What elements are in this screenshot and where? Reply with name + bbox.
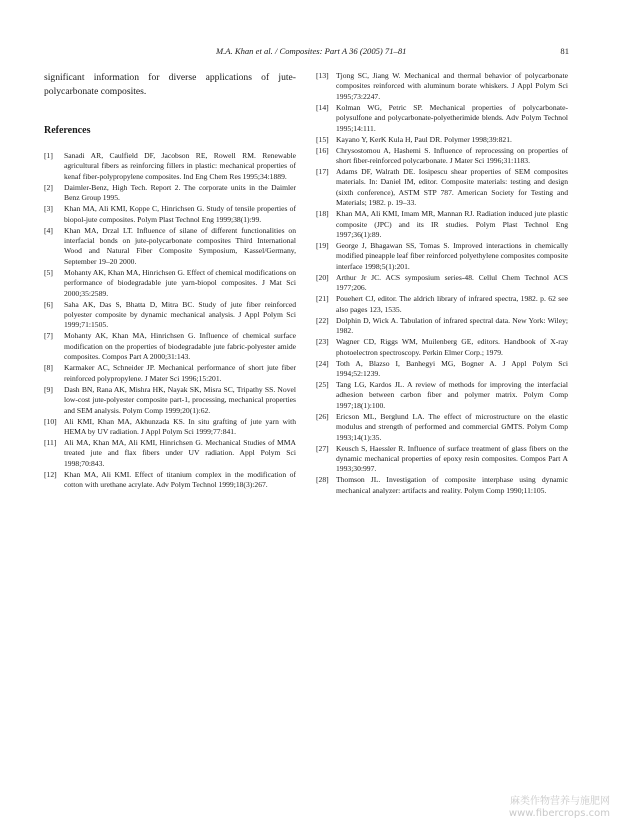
reference-text: Arthur Jr JC. ACS symposium series-48. Cellul Chem Technol ACS 1977;206. xyxy=(336,272,568,293)
reference-text: Daimler-Benz, High Tech. Report 2. The corporate units in the Daimler Benz Group 1995. xyxy=(64,182,296,203)
reference-number: [18] xyxy=(316,209,329,219)
running-title: M.A. Khan et al. / Composites: Part A 36 (2005) 71–81 xyxy=(216,46,407,56)
reference-number: [27] xyxy=(316,443,329,453)
reference-item xyxy=(44,385,296,416)
reference-number: [26] xyxy=(316,411,329,421)
intro-paragraph: significant information for diverse applications of jute-polycarbonate composites. xyxy=(44,72,296,97)
reference-number: [15] xyxy=(316,134,329,144)
reference-item xyxy=(44,151,296,182)
reference-item xyxy=(316,337,568,358)
reference-item xyxy=(44,226,296,268)
reference-number: [5] xyxy=(44,267,53,277)
reference-text: Tang LG, Kardos JL. A review of methods for improving the interfacial adhesion between carbon fiber and polymer matrix. Polym Comp 1997;18(1):100. xyxy=(336,379,568,410)
references-heading: References xyxy=(44,125,91,136)
reference-item xyxy=(316,294,568,315)
reference-text: Mohanty AK, Khan MA, Hinrichsen G. Influence of chemical surface modification on the properties of biodegradable jute fabric-polyester amide composites. Compos Part A 2000;31:143. xyxy=(64,331,296,362)
reference-text: Keusch S, Haessler R. Influence of surface treatment of glass fibers on the dynamic mechanical properties of epoxy resin composites. Compos Part A 1993;30:997. xyxy=(336,443,568,474)
reference-item xyxy=(316,273,568,294)
reference-item xyxy=(316,71,568,102)
reference-text: Khan MA, Ali KMI. Effect of titanium complex in the modification of cotton with urethane acrylate. Adv Polym Technol 1999;18(3):267. xyxy=(64,469,296,490)
reference-text: Sanadi AR, Caulfield DF, Jacobson RE, Rowell RM. Renewable agricultural fibers as reinforcing fillers in plastic: mechanical properties of kenaf fiber-polypropylene composites. Ind Eng Chem Res 1995;34:1889. xyxy=(64,151,296,181)
reference-item xyxy=(44,268,296,299)
reference-text: Karmaker AC, Schneider JP. Mechanical performance of short jute fiber reinforced polypropylene. J Mater Sci 1996;15:201. xyxy=(64,363,296,383)
page-number: 81 xyxy=(560,46,569,56)
reference-number: [8] xyxy=(44,363,53,373)
reference-number: [13] xyxy=(316,71,329,80)
reference-number: [7] xyxy=(44,331,53,341)
reference-text: Toth A, Blazso I, Banhegyi MG, Bogner A. J Appl Polym Sci 1994;52:1239. xyxy=(336,358,568,378)
reference-text: Mohanty AK, Khan MA, Hinrichsen G. Effect of chemical modifications on performance of biodegradable jute yarn-biopol composites. J Mat Sci 2000;35:2589. xyxy=(64,267,296,298)
reference-number: [12] xyxy=(44,469,57,479)
reference-number: [2] xyxy=(44,182,53,192)
reference-text: Ericson ML, Berglund LA. The effect of microstructure on the elastic modulus and strength of performed and commercial GMTS. Polym Comp 1993;14(1):35. xyxy=(336,411,568,442)
reference-item xyxy=(44,417,296,438)
reference-text: Tjong SC, Jiang W. Mechanical and thermal behavior of polycarbonate composites reinforced with aluminum borate whiskers. J Appl Polym Sci 1995;73:2247. xyxy=(336,71,568,101)
reference-number: [9] xyxy=(44,384,53,394)
reference-text: Wagner CD, Riggs WM, Muilenberg GE, editors. Handbook of X-ray photoelectron spectroscopy. Perkin Elmer Corp.; 1979. xyxy=(336,337,568,357)
reference-text: Dash BN, Rana AK, Mishra HK, Nayak SK, Misra SC, Tripathy SS. Novel low-cost jute-polyester composite part-1, processing, mechanical properties and SEM analysis. Polym Comp 1999;20(1):62. xyxy=(64,384,296,415)
watermark-url: www.fibercrops.com xyxy=(508,808,610,819)
reference-item xyxy=(44,438,296,469)
reference-text: Ali MA, Khan MA, Ali KMI, Hinrichsen G. Mechanical Studies of MMA treated jute and flax fibers under UV radiation. Appl Polym Sci 1998;70:843. xyxy=(64,437,296,468)
reference-number: [16] xyxy=(316,145,329,155)
reference-number: [14] xyxy=(316,102,329,112)
reference-item xyxy=(44,183,296,204)
reference-item xyxy=(44,363,296,384)
reference-text: George J, Bhagawan SS, Tomas S. Improved interactions in chemically modified pineapple leaf fiber reinforced polyethylene composites composite interface 1998;5(1):201. xyxy=(336,241,568,271)
reference-number: [3] xyxy=(44,204,53,214)
right-column xyxy=(316,71,568,497)
reference-item xyxy=(44,300,296,331)
reference-text: Ali KMI, Khan MA, Akhunzada KS. In situ grafting of jute yarn with HEMA by UV radiation. J Appl Polym Sci 1999;77:841. xyxy=(64,416,296,436)
reference-text: Saha AK, Das S, Bhatta D, Mitra BC. Study of jute fiber reinforced polyester composite by dynamic mechanical analysis. J Appl Polym Sci 1999;71:1505. xyxy=(64,299,296,330)
running-head xyxy=(0,46,620,60)
reference-item xyxy=(316,412,568,443)
left-column xyxy=(44,71,296,491)
reference-number: [28] xyxy=(316,475,329,485)
reference-number: [17] xyxy=(316,167,329,177)
reference-number: [20] xyxy=(316,272,329,282)
reference-item xyxy=(316,209,568,240)
reference-list-left xyxy=(44,151,296,491)
reference-number: [21] xyxy=(316,294,329,304)
reference-number: [10] xyxy=(44,416,57,426)
reference-item xyxy=(316,146,568,167)
reference-text: Khan MA, Ali KMI, Koppe C, Hinrichsen G. Study of tensile properties of biopol-jute composites. Polym Plast Technol Eng 1999;38(1):99. xyxy=(64,204,296,224)
reference-number: [1] xyxy=(44,151,53,160)
reference-item xyxy=(316,380,568,411)
reference-item xyxy=(316,241,568,272)
reference-list-right xyxy=(316,71,568,496)
reference-item xyxy=(44,470,296,491)
reference-text: Dolphin D, Wick A. Tabulation of infrared spectral data. New York: Wiley; 1982. xyxy=(336,315,568,336)
reference-number: [4] xyxy=(44,225,53,235)
reference-number: [23] xyxy=(316,337,329,347)
reference-text: Adams DF, Walrath DE. Iosipescu shear properties of SEM composites materials. In: Daniel IM, editor. Composite materials: testing and design (sixth conference), ASTM STP 787. American Society for Testing and Materials; 1982. p. 19–33. xyxy=(336,167,568,208)
reference-item xyxy=(316,444,568,475)
reference-number: [24] xyxy=(316,358,329,368)
reference-number: [11] xyxy=(44,437,57,447)
reference-item xyxy=(44,204,296,225)
reference-text: Khan MA, Drzal LT. Influence of silane of different functionalities on interfacial bonds on jute-polycarbonate composites Third International Wood and Natural Fiber Composite Symposium, Kassel/Germany, September 19–20 2000. xyxy=(64,225,296,266)
watermark-site-name: 麻类作物营养与施肥网 xyxy=(510,796,610,807)
reference-item xyxy=(44,331,296,362)
reference-number: [19] xyxy=(316,241,329,251)
reference-text: Khan MA, Ali KMI, Imam MR, Mannan RJ. Radiation induced jute plastic composite (JPC) and its IR studies. Polym Plast Technol Eng 1997;36(1):89. xyxy=(336,209,568,240)
watermark xyxy=(450,796,610,820)
reference-item xyxy=(316,103,568,134)
reference-text: Kayano Y, KerK Kula H, Paul DR. Polymer 1998;39:821. xyxy=(336,134,512,144)
reference-item xyxy=(316,475,568,496)
reference-text: Chrysostomou A, Hashemi S. Influence of reprocessing on properties of short fiber-reinforced polycarbonate. J Mater Sci 1996;31:1183. xyxy=(336,145,568,166)
reference-number: [6] xyxy=(44,299,53,309)
reference-item xyxy=(316,359,568,380)
reference-number: [25] xyxy=(316,379,329,389)
reference-item xyxy=(316,316,568,337)
reference-item xyxy=(316,135,568,145)
reference-text: Thomson JL. Investigation of composite interphase using dynamic mechanical analyzer: artifacts and reality. Polym Comp 1990;11:105. xyxy=(336,475,568,495)
reference-item xyxy=(316,167,568,209)
reference-text: Pouehert CJ, editor. The aldrich library of infrared spectra, 1982. p. 62 see also pages 123, 1535. xyxy=(336,294,568,314)
reference-text: Kolman WG, Petric SP. Mechanical properties of polycarbonate-polysulfone and polycarbonate-polyetherimide blends. Adv Polym Technol 1995;14:111. xyxy=(336,102,568,133)
reference-number: [22] xyxy=(316,315,329,325)
